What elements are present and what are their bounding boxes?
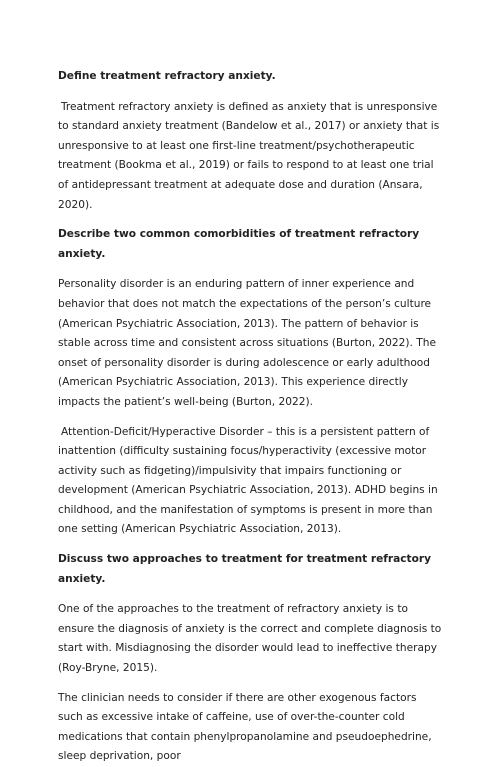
paragraph-diagnosis-approach: One of the approaches to the treatment of refractory anxiety is to ensure the diagnosis of anxiety is the correct and complete diagnosis to start with. Misdiagnosing the disorder would lead to ineffective therapy (Roy-Bryne, 2015).	[58, 603, 442, 675]
section-heading-comorbidities: Describe two common comorbidities of treatment refractory anxiety.	[58, 228, 420, 260]
paragraph-adhd: Attention-Deficit/Hyperactive Disorder – this is a persistent pattern of inattention (difficulty sustaining focus/hyperactivity (excessive motor activity such as fidgeting)/impulsivity that impairs functioning or development (American Psychiatric Association, 2013). ADHD begins in childhood, and the manifestation of symptoms is present in more than one setting (American Psychiatric Association, 2013).	[58, 425, 438, 536]
paragraph-personality-disorder: Personality disorder is an enduring pattern of inner experience and behavior that does not match the expectations of the person’s culture (American Psychiatric Association, 2013). The pattern of behavior is stable across time and consistent across situations (Burton, 2022). The onset of personality disorder is during adolescence or early adulthood (American Psychiatric Association, 2013). This experience directly impacts the patient’s well-being (Burton, 2022).	[58, 278, 436, 408]
section-heading-treatment-approaches: Discuss two approaches to treatment for treatment refractory anxiety.	[58, 553, 432, 585]
paragraph-exogenous-factors: The clinician needs to consider if there are other exogenous factors such as excessive intake of caffeine, use of over-the-counter cold medications that contain phenylpropanolamine and pseudoephedrine, sleep deprivation, poor	[58, 691, 432, 763]
paragraph-definition: Treatment refractory anxiety is defined as anxiety that is unresponsive to standard anxiety treatment (Bandelow et al., 2017) or anxiety that is unresponsive to at least one first-line treatment/psychotherapeutic treatment (Bookma et al., 2019) or fails to respond to at least one trial of antidepressant treatment at adequate dose and duration (Ansara, 2020).	[58, 100, 440, 211]
section-heading-definition: Define treatment refractory anxiety.	[58, 70, 276, 82]
